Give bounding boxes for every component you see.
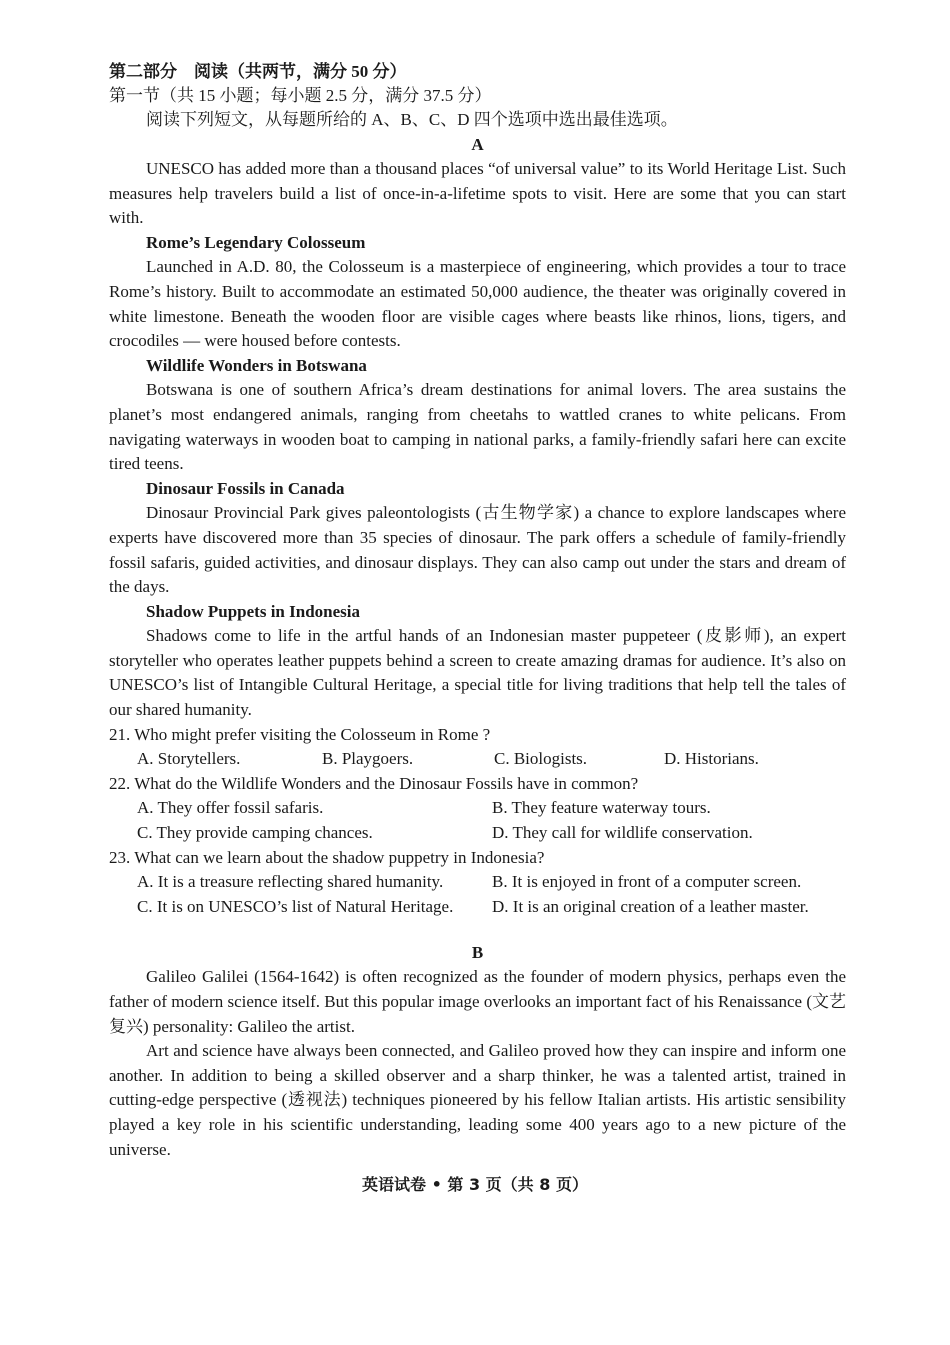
option-a: A. Storytellers. [137, 749, 241, 769]
dinosaur-text: Dinosaur Provincial Park gives paleontologists (古生物学家) a chance to explore landscapes where experts have discovered more than 35 species of dinosaur. The park offers a schedule of family-friendly fossil safaris, guided activities, and dinosaur displays. They can also camp out under the stars and dream of the days. [109, 503, 846, 597]
instruction: 阅读下列短文，从每题所给的 A、B、C、D 四个选项中选出最佳选项。 [146, 110, 678, 129]
botswana-heading: Wildlife Wonders in Botswana [146, 355, 367, 375]
option-d: D. Historians. [664, 749, 759, 769]
question-22-stem: 22. What do the Wildlife Wonders and the Dinosaur Fossils have in common? [109, 773, 639, 793]
part-title: 第二部分 阅读（共两节，满分 50 分） [109, 62, 407, 81]
puppets-heading: Shadow Puppets in Indonesia [146, 601, 361, 621]
question-23-options-row1 [109, 870, 846, 895]
question-21-options [109, 747, 846, 772]
option-c: C. They provide camping chances. [137, 823, 373, 843]
option-d: D. They call for wildlife conservation. [492, 823, 753, 843]
question-22-options-row2 [109, 821, 846, 846]
passage-a-letter: A [471, 135, 484, 154]
question-22-options-row1 [109, 796, 846, 821]
section-title: 第一节（共 15 小题；每小题 2.5 分，满分 37.5 分） [109, 86, 492, 105]
question-21-stem: 21. Who might prefer visiting the Colosseum in Rome ? [109, 724, 491, 744]
question-23-options-row2 [109, 895, 846, 920]
spacer [109, 919, 846, 941]
colosseum-heading: Rome’s Legendary Colosseum [146, 232, 366, 252]
botswana-text: Botswana is one of southern Africa’s dream destinations for animal lovers. The area sustains the planet’s most endangered animals, ranging from cheetahs to wattled cranes to white pelicans. From navigating waterways in wooden boat to camping in national parks, a family-friendly safari here can excite tired teens. [109, 380, 846, 474]
option-b: B. Playgoers. [322, 749, 414, 769]
passage-b-letter: B [471, 943, 484, 963]
dinosaur-heading: Dinosaur Fossils in Canada [146, 478, 345, 498]
option-b: B. They feature waterway tours. [492, 798, 711, 818]
page-content [109, 60, 846, 1162]
option-a: A. They offer fossil safaris. [137, 798, 324, 818]
option-c: C. Biologists. [494, 749, 588, 769]
page-footer: 英语试卷 • 第 3 页（共 8 页） [362, 1175, 588, 1194]
passage-a-intro: UNESCO has added more than a thousand places “of universal value” to its World Heritage List. Such measures help travelers build a list of once-in-a-lifetime spots to visit. Here are some that you can start with. [109, 159, 846, 228]
passage-b-paragraph-1: Galileo Galilei (1564-1642) is often recognized as the founder of modern physics, perhaps even the father of modern science itself. But this popular image overlooks an important fact of his Renaissance (文艺复兴) personality: Galileo the artist. [109, 967, 846, 1036]
colosseum-text: Launched in A.D. 80, the Colosseum is a masterpiece of engineering, which provides a tour to trace Rome’s history. Built to accommodate an estimated 50,000 audience, the theater was originally covered in white limestone. Beneath the wooden floor are visible cages where beasts like rhinos, lions, tigers, and crocodiles — were housed before contests. [109, 257, 846, 351]
option-d: D. It is an original creation of a leather master. [492, 896, 809, 916]
option-a: A. It is a treasure reflecting shared humanity. [137, 872, 444, 892]
puppets-text: Shadows come to life in the artful hands of an Indonesian master puppeteer (皮影师), an expert storyteller who operates leather puppets behind a screen to create amazing dramas for audience. It’s also on UNESCO’s list of Intangible Cultural Heritage, a special title for living traditions that help tell the tales of our shared humanity. [109, 626, 846, 720]
option-c: C. It is on UNESCO’s list of Natural Heritage. [137, 896, 454, 916]
question-23-stem: 23. What can we learn about the shadow puppetry in Indonesia? [109, 847, 545, 867]
passage-b-paragraph-2: Art and science have always been connected, and Galileo proved how they can inspire and inform one another. In addition to being a skilled observer and a sharp thinker, he was a talented artist, trained in cutting-edge perspective (透视法) techniques pioneered by his fellow Italian artists. His artistic sensibility played a key role in his scientific understanding, leading some 400 years ago to a new picture of the universe. [109, 1041, 846, 1159]
option-b: B. It is enjoyed in front of a computer screen. [492, 872, 802, 892]
